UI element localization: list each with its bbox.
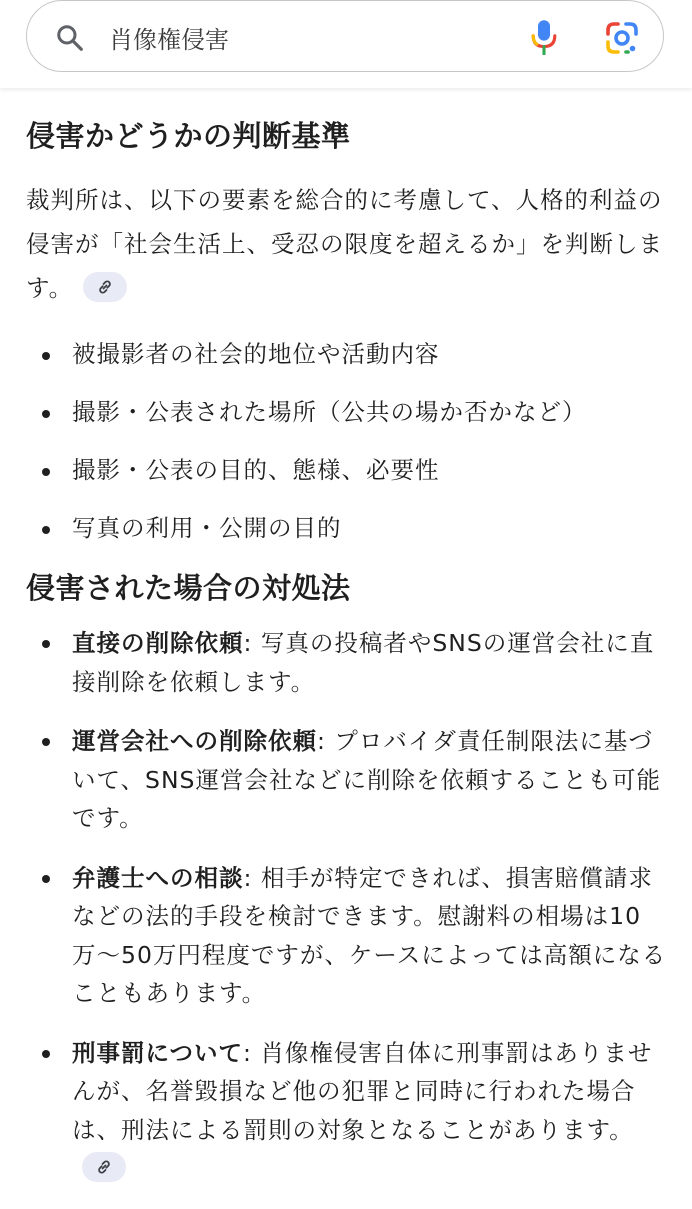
criteria-paragraph	[26, 178, 676, 310]
bullet-dot	[42, 640, 50, 648]
list-item-title: 直接の削除依頼	[72, 629, 244, 657]
search-icon[interactable]	[55, 23, 85, 53]
section-heading-criteria: 侵害かどうかの判断基準	[26, 119, 351, 153]
list-item	[26, 859, 676, 1013]
bullet-dot	[42, 352, 50, 360]
google-lens-icon[interactable]	[605, 21, 639, 55]
section-heading-remedies: 侵害された場合の対処法	[26, 571, 351, 605]
link-icon	[95, 1158, 113, 1176]
search-header	[0, 0, 692, 88]
list-item-text: 撮影・公表の目的、態様、必要性	[72, 456, 440, 484]
list-item-text: 写真の利用・公開の目的	[72, 514, 342, 542]
list-item-text: : プロバイダ責任制限法に基づいて、SNS運営会社などに削除を依頼することも可能です。	[72, 727, 661, 832]
mic-icon[interactable]	[529, 19, 559, 55]
search-box[interactable]	[26, 0, 664, 72]
list-item-title: 刑事罰について	[72, 1038, 244, 1067]
remedies-list	[26, 624, 676, 1188]
list-item	[26, 452, 676, 489]
bullet-dot	[42, 410, 50, 418]
list-item-text: 被撮影者の社会的地位や活動内容	[72, 340, 440, 368]
list-item-text: 撮影・公表された場所（公共の場か否かなど）	[72, 398, 587, 426]
list-item	[26, 624, 676, 701]
list-item-title: 運営会社への削除依頼	[72, 727, 317, 755]
source-link-chip[interactable]	[83, 272, 127, 302]
list-item-text: : 写真の投稿者やSNSの運営会社に直接削除を依頼します。	[72, 629, 655, 696]
bullet-dot	[42, 526, 50, 534]
list-item	[26, 1034, 676, 1188]
list-item	[26, 336, 676, 373]
criteria-list	[26, 336, 676, 547]
search-input[interactable]	[109, 17, 489, 57]
list-item	[26, 510, 676, 547]
source-link-chip[interactable]	[82, 1152, 126, 1182]
bullet-dot	[42, 738, 50, 746]
list-item	[26, 722, 676, 838]
link-icon	[96, 278, 114, 296]
bullet-dot	[42, 468, 50, 476]
list-item-text: : 肖像権侵害自体に刑事罰はありませんが、名誉毀損など他の犯罪と同時に行われた場合は、刑法による罰則の対象となることがあります。	[72, 1038, 653, 1144]
list-item-title: 弁護士への相談	[72, 863, 244, 892]
answer-content	[26, 96, 676, 1209]
bullet-dot	[42, 875, 50, 883]
list-item	[26, 394, 676, 431]
bullet-dot	[42, 1050, 50, 1058]
list-item-text: : 相手が特定できれば、損害賠償請求などの法的手段を検討できます。慰謝料の相場は10万〜50万円程度ですが、ケースによっては高額になることもあります。	[72, 863, 667, 1007]
criteria-paragraph-text: 裁判所は、以下の要素を総合的に考慮して、人格的利益の侵害が「社会生活上、受忍の限度を超えるか」を判断します。	[26, 186, 663, 302]
